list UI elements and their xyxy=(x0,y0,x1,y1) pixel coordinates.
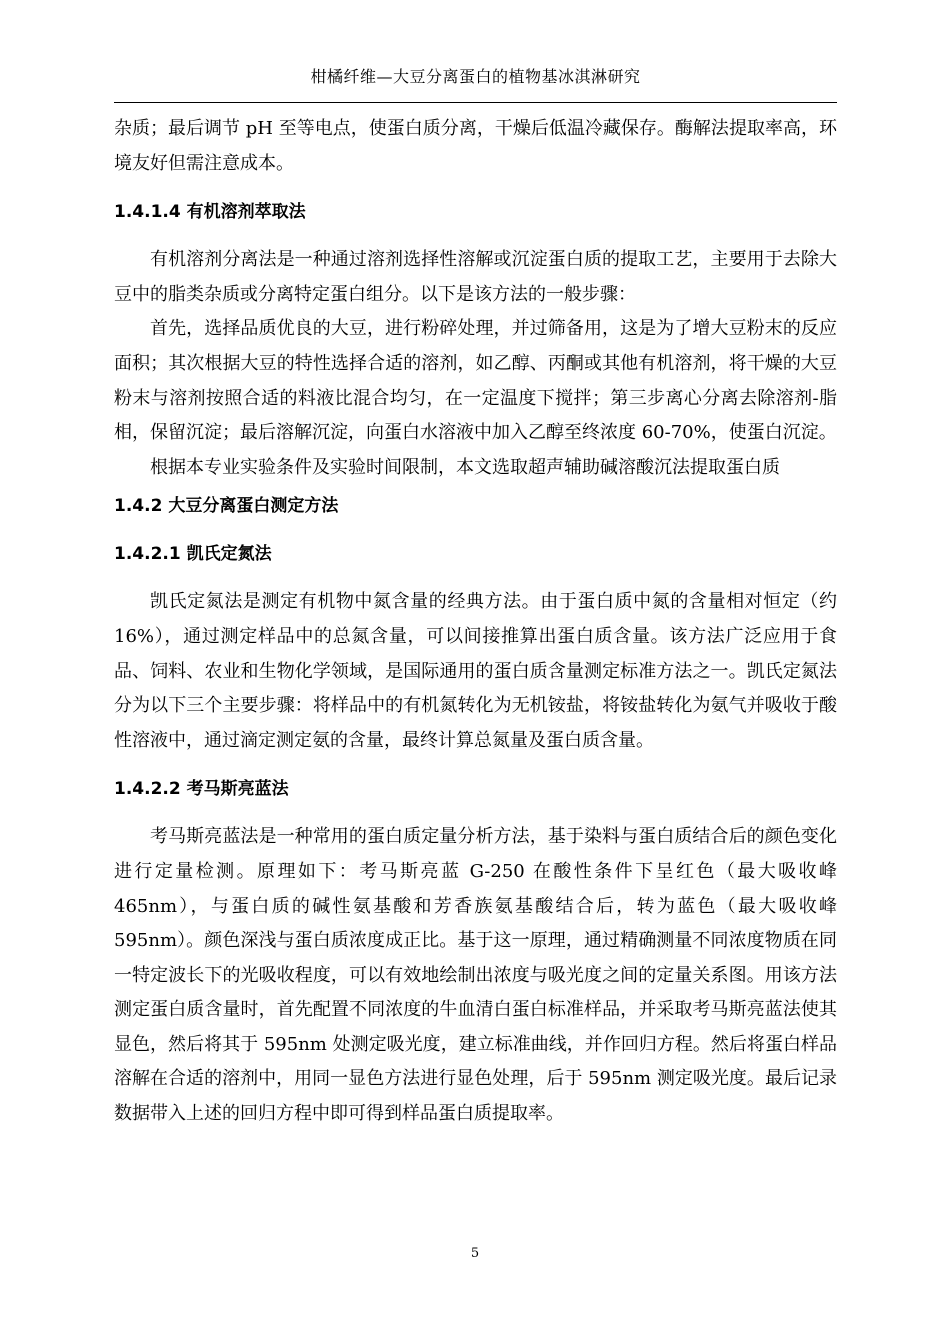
running-header: 柑橘纤维—大豆分离蛋白的植物基冰淇淋研究 xyxy=(310,67,641,86)
heading-1-4-2-2: 1.4.2.2 考马斯亮蓝法 xyxy=(114,779,289,800)
paragraph-method-choice: 根据本专业实验条件及实验时间限制，本文选取超声辅助碱溶酸沉法提取蛋白质 xyxy=(150,456,780,478)
continued-paragraph: 杂质；最后调节 pH 至等电点，使蛋白质分离，干燥后低温冷藏保存。酶解法提取率高，环境友好但需注意成本。 xyxy=(114,118,837,174)
paragraph-organic-solvent-intro: 有机溶剂分离法是一种通过溶剂选择性溶解或沉淀蛋白质的提取工艺，主要用于去除大豆中的脂类杂质或分离特定蛋白组分。以下是该方法的一般步骤： xyxy=(114,249,837,305)
header-divider xyxy=(114,102,837,103)
paragraph-coomassie: 考马斯亮蓝法是一种常用的蛋白质定量分析方法，基于染料与蛋白质结合后的颜色变化进行定量检测。原理如下：考马斯亮蓝 G-250 在酸性条件下呈红色（最大吸收峰 465nm），与蛋白质的碱性氨基酸和芳香族氨基酸结合后，转为蓝色（最大吸收峰 595nm）。颜色深浅与蛋白质浓度成正比。基于这一原理，通过精确测量不同浓度物质在同一特定波长下的光吸收程度，可以有效地绘制出浓度与吸光度之间的定量关系图。用该方法测定蛋白质含量时，首先配置不同浓度的牛血清白蛋白标准样品，并采取考马斯亮蓝法使其显色，然后将其于 595nm 处测定吸光度，建立标准曲线，并作回归方程。然后将蛋白样品溶解在合适的溶剂中，用同一显色方法进行显色处理，后于 595nm 测定吸光度。最后记录数据带入上述的回归方程中即可得到样品蛋白质提取率。 xyxy=(114,826,837,1125)
paragraph-kjeldahl: 凯氏定氮法是测定有机物中氮含量的经典方法。由于蛋白质中氮的含量相对恒定（约 16%），通过测定样品中的总氮含量，可以间接推算出蛋白质含量。该方法广泛应用于食品、饲料、农业和生物化学领域，是国际通用的蛋白质含量测定标准方法之一。凯氏定氮法分为以下三个主要步骤：将样品中的有机氮转化为无机铵盐，将铵盐转化为氨气并吸收于酸性溶液中，通过滴定测定氨的含量，最终计算总氮量及蛋白质含量。 xyxy=(114,591,837,751)
paragraph-organic-solvent-steps: 首先，选择品质优良的大豆，进行粉碎处理，并过筛备用，这是为了增大豆粉末的反应面积；其次根据大豆的特性选择合适的溶剂，如乙醇、丙酮或其他有机溶剂，将干燥的大豆粉末与溶剂按照合适的料液比混合均匀，在一定温度下搅拌；第三步离心分离去除溶剂-脂相，保留沉淀；最后溶解沉淀，向蛋白水溶液中加入乙醇至终浓度 60-70%，使蛋白沉淀。 xyxy=(114,318,837,444)
heading-1-4-2: 1.4.2 大豆分离蛋白测定方法 xyxy=(114,496,339,517)
page-number: 5 xyxy=(470,1246,480,1261)
document-body xyxy=(114,112,837,1132)
heading-1-4-1-4: 1.4.1.4 有机溶剂萃取法 xyxy=(114,202,306,223)
heading-1-4-2-1: 1.4.2.1 凯氏定氮法 xyxy=(114,544,272,565)
